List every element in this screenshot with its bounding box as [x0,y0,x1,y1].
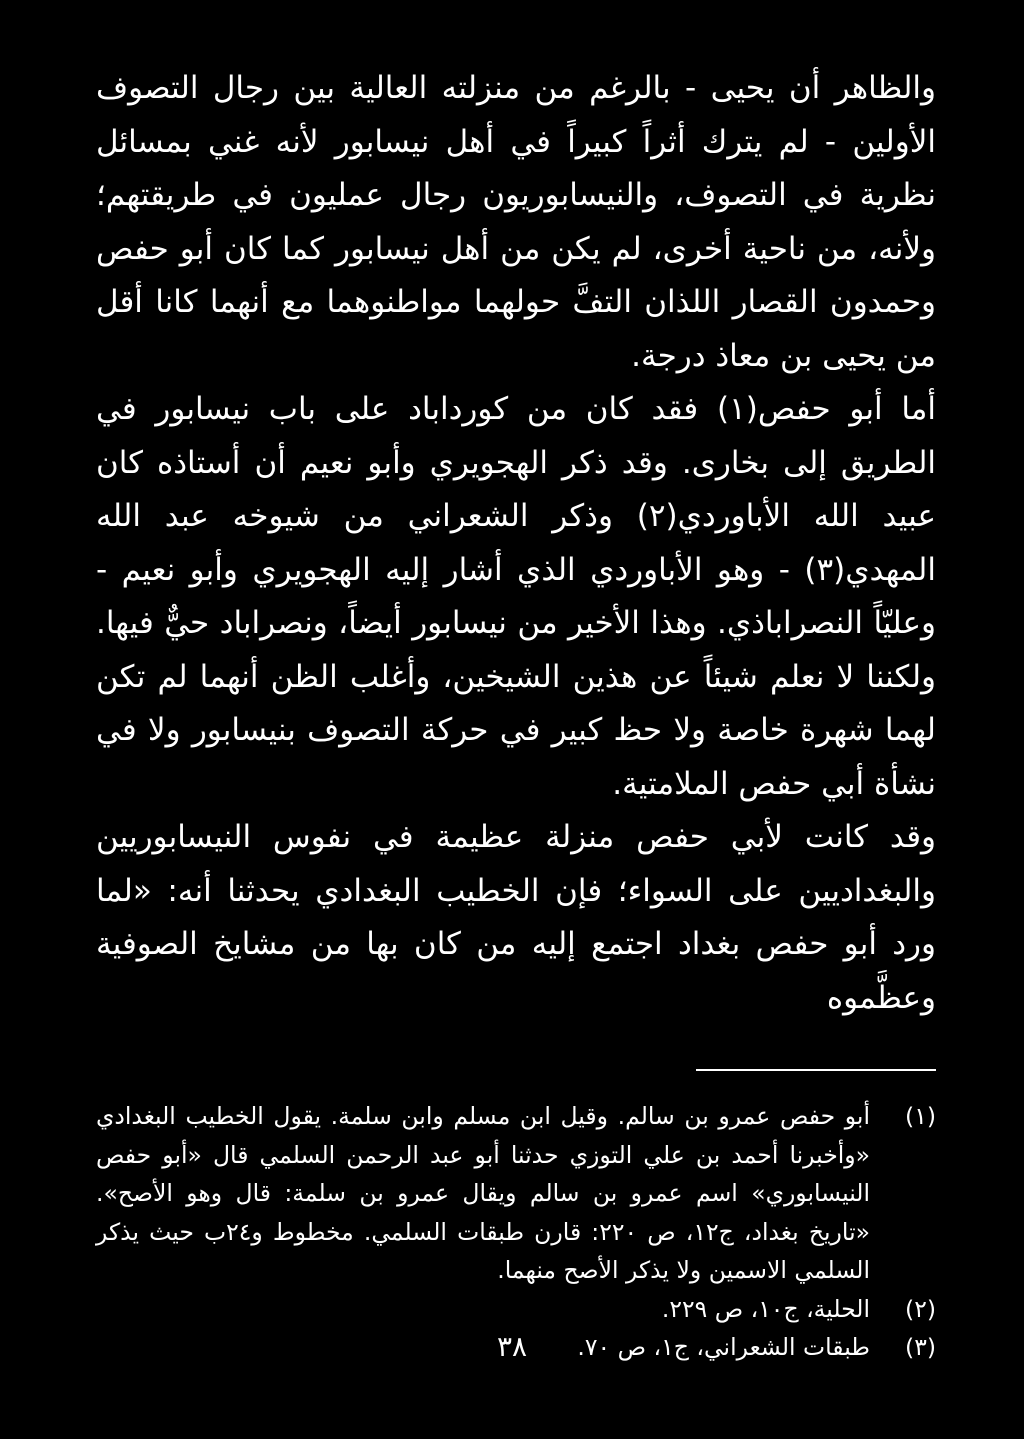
footnote-divider [696,1069,936,1071]
footnote-2 [96,1290,936,1329]
footnote-text: أبو حفص عمرو بن سالم. وقيل ابن مسلم وابن سلمة. يقول الخطيب البغدادي «وأخبرنا أحمد بن علي التوزي حدثنا أبو عبد الرحمن السلمي قال «أبو حفص النيسابوري» اسم عمرو بن سالم ويقال عمرو بن سلمة: قال وهو الأصح». «تاريخ بغداد، ج١٢، ص ٢٢٠: قارن طبقات السلمي. مخطوط و٢٤ب حيث يذكر السلمي الاسمين ولا يذكر الأصح منهما. [96,1102,870,1284]
footnote-1 [96,1097,936,1290]
footnotes-list [96,1097,936,1367]
paragraph-1: والظاهر أن يحيى - بالرغم من منزلته العالية بين رجال التصوف الأولين - لم يترك أثراً كبيراً في أهل نيسابور لأنه غني بمسائل نظرية في التصوف، والنيسابوريون رجال عمليون في طريقتهم؛ ولأنه، من ناحية أخرى، لم يكن من أهل نيسابور كما كان أبو حفص وحمدون القصار اللذان التفَّ حولهما مواطنوهما مع أنهما كانا أقل من يحيى بن معاذ درجة. [96,70,936,374]
footnote-number: (٣) [905,1333,936,1361]
paragraph-2: أما أبو حفص(١) فقد كان من كورداباد على باب نيسابور في الطريق إلى بخارى. وقد ذكر الهجويري وأبو نعيم أن أستاذه كان عبيد الله الأباوردي(٢) وذكر الشعراني من شيوخه عبد الله المهدي(٣) - وهو الأباوردي الذي أشار إليه الهجويري وأبو نعيم - وعليّاً النصراباذي. وهذا الأخير من نيسابور أيضاً، ونصراباد حيٌّ فيها. ولكننا لا نعلم شيئاً عن هذين الشيخين، وأغلب الظن أنهما لم تكن لهما شهرة خاصة ولا حظ كبير في حركة التصوف بنيسابور ولا في نشأة أبي حفص الملامتية. [96,391,936,802]
footnote-text: الحلية، ج١٠، ص ٢٢٩. [661,1294,870,1323]
footnote-number: (١) [905,1102,936,1130]
footnote-number: (٢) [905,1294,936,1323]
footnote-text: طبقات الشعراني، ج١، ص ٧٠. [577,1333,870,1361]
main-text [96,62,936,1025]
page-number: ٣٨ [496,1330,528,1363]
paragraph-3: وقد كانت لأبي حفص منزلة عظيمة في نفوس النيسابوريين والبغداديين على السواء؛ فإن الخطيب البغدادي يحدثنا أنه: «لما ورد أبو حفص بغداد اجتمع إليه من كان بها من مشايخ الصوفية وعظَّموه [96,819,936,1016]
